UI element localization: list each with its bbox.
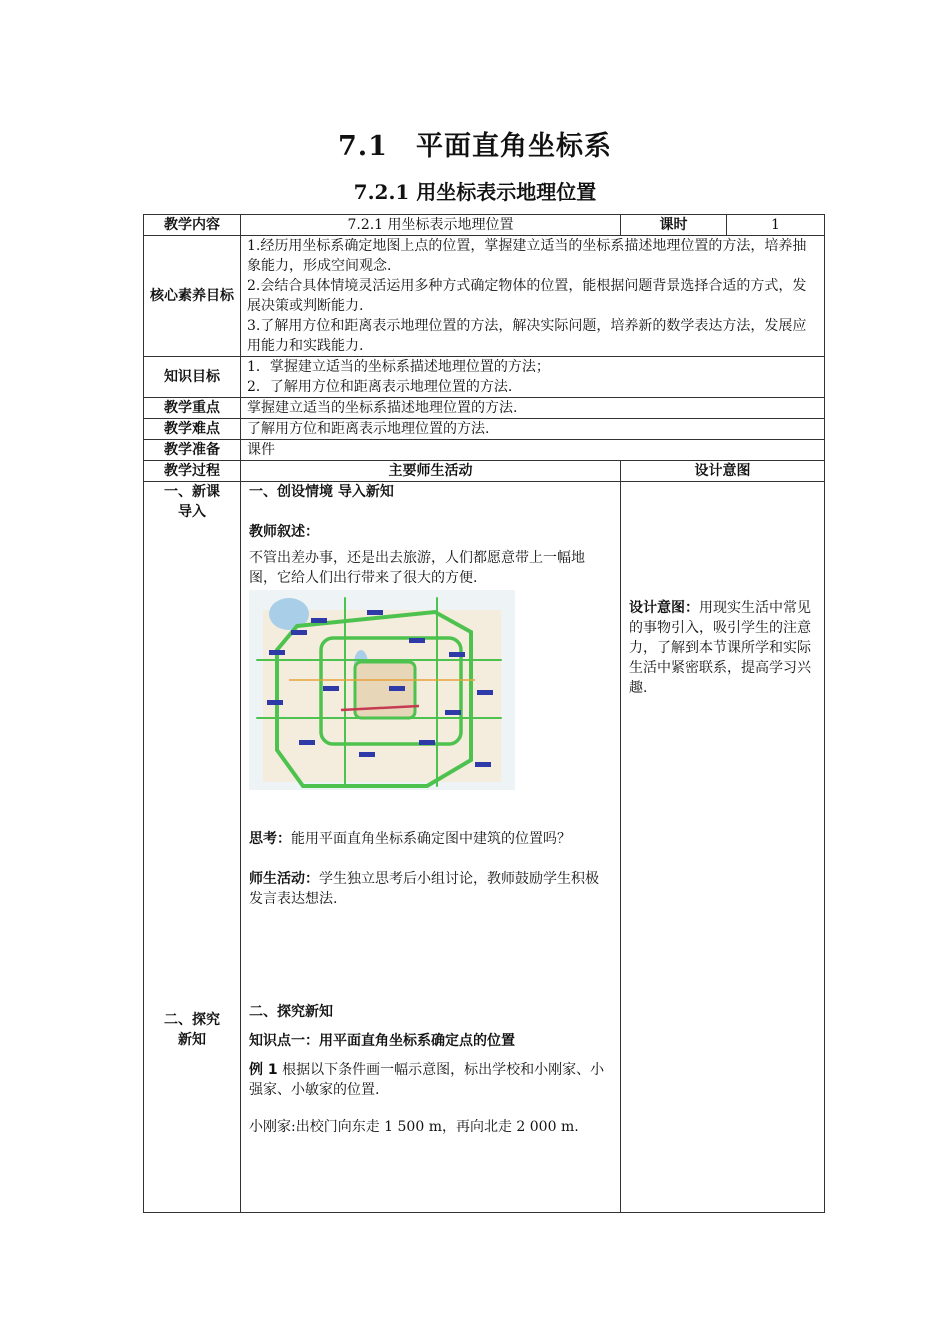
core-goal-2: 2.会结合具体情境灵活运用多种方式确定物体的位置，能根据问题背景选择合适的方式，发展决策或判断能力. xyxy=(247,278,807,314)
knowledge-goal-1: 1．掌握建立适当的坐标系描述地理位置的方法； xyxy=(247,359,550,375)
knowledge-goals xyxy=(241,357,825,398)
city-map-image xyxy=(249,590,515,790)
map-place-marker xyxy=(475,762,491,767)
design-intent-header: 设计意图 xyxy=(621,461,825,482)
lesson-plan-table xyxy=(143,214,825,1213)
content-label: 教学内容 xyxy=(144,215,241,236)
row-core xyxy=(144,236,825,357)
main-activity-cell xyxy=(241,482,621,1213)
period-label: 课时 xyxy=(621,215,727,236)
row-process-body xyxy=(144,482,825,1213)
design-intent-label: 设计意图： xyxy=(629,600,700,616)
example-text: 根据以下条件画一幅示意图，标出学校和小刚家、小强家、小敏家的位置. xyxy=(249,1062,605,1098)
period-value: 1 xyxy=(727,215,825,236)
row-difficult xyxy=(144,419,825,440)
difficult-label: 教学难点 xyxy=(144,419,241,440)
page-title: 7.1 平面直角坐标系 xyxy=(338,131,612,162)
map-place-marker xyxy=(445,710,461,715)
map-place-marker xyxy=(299,740,315,745)
row-prep xyxy=(144,440,825,461)
think-text: 能用平面直角坐标系确定图中建筑的位置吗？ xyxy=(291,831,571,847)
stage1-label: 一、新课导入 xyxy=(164,484,220,520)
knowledge-label: 知识目标 xyxy=(144,357,241,398)
xiaogang-home-text: 小刚家:出校门向东走 1 500 m，再向北走 2 000 m. xyxy=(249,1119,579,1135)
row-content xyxy=(144,215,825,236)
knowledge-point-label: 知识点一：用平面直角坐标系确定点的位置 xyxy=(249,1033,515,1049)
think-label: 思考： xyxy=(249,831,291,847)
activity-text: 学生独立思考后小组讨论，教师鼓励学生积极发言表达想法. xyxy=(249,871,599,907)
core-goals xyxy=(241,236,825,357)
map-place-marker xyxy=(419,740,435,745)
map-place-marker xyxy=(359,752,375,757)
content-value: 7.2.1 用坐标表示地理位置 xyxy=(241,215,621,236)
main-activity-header: 主要师生活动 xyxy=(241,461,621,482)
stage1-heading: 一、创设情境 导入新知 xyxy=(249,484,394,500)
think-paragraph xyxy=(249,829,612,849)
map-place-marker xyxy=(311,618,327,623)
prep-value: 课件 xyxy=(241,440,825,461)
activity-paragraph xyxy=(249,869,612,909)
map-place-marker xyxy=(449,652,465,657)
core-goal-3: 3.了解用方位和距离表示地理位置的方法，解决实际问题，培养新的数学表达方法，发展应用能力和实践能力. xyxy=(247,318,807,354)
stage-column xyxy=(144,482,241,1213)
map-place-marker xyxy=(323,686,339,691)
prep-label: 教学准备 xyxy=(144,440,241,461)
stage2-label: 二、探究新知 xyxy=(164,1012,220,1048)
row-knowledge xyxy=(144,357,825,398)
map-place-marker xyxy=(291,630,307,635)
design-intent-text: 用现实生活中常见的事物引入，吸引学生的注意力，了解到本节课所学和实际生活中紧密联系，提高学习兴趣. xyxy=(629,600,812,696)
knowledge-goal-2: 2．了解用方位和距离表示地理位置的方法. xyxy=(247,379,513,395)
difficult-value: 了解用方位和距离表示地理位置的方法. xyxy=(241,419,825,440)
map-place-marker xyxy=(477,690,493,695)
page-subtitle: 7.2.1 用坐标表示地理位置 xyxy=(353,180,597,204)
map-place-marker xyxy=(389,686,405,691)
map-place-marker xyxy=(267,700,283,705)
key-value: 掌握建立适当的坐标系描述地理位置的方法. xyxy=(241,398,825,419)
core-label: 核心素养目标 xyxy=(144,236,241,357)
narration-label: 教师叙述： xyxy=(249,524,319,540)
map-place-marker xyxy=(269,650,285,655)
design-intent-cell xyxy=(621,482,825,1213)
example-paragraph xyxy=(249,1060,612,1100)
map-place-marker xyxy=(409,638,425,643)
stage2-heading: 二、探究新知 xyxy=(249,1004,333,1020)
narration-text: 不管出差办事，还是出去旅游，人们都愿意带上一幅地图，它给人们出行带来了很大的方便. xyxy=(249,550,585,586)
row-key xyxy=(144,398,825,419)
row-process-header xyxy=(144,461,825,482)
core-goal-1: 1.经历用坐标系确定地图上点的位置，掌握建立适当的坐标系描述地理位置的方法，培养抽象能力，形成空间观念. xyxy=(247,238,807,274)
example-label: 例 1 xyxy=(249,1062,278,1078)
key-label: 教学重点 xyxy=(144,398,241,419)
process-label: 教学过程 xyxy=(144,461,241,482)
activity-label: 师生活动： xyxy=(249,871,319,887)
map-place-marker xyxy=(367,610,383,615)
design-intent-paragraph xyxy=(629,598,816,698)
